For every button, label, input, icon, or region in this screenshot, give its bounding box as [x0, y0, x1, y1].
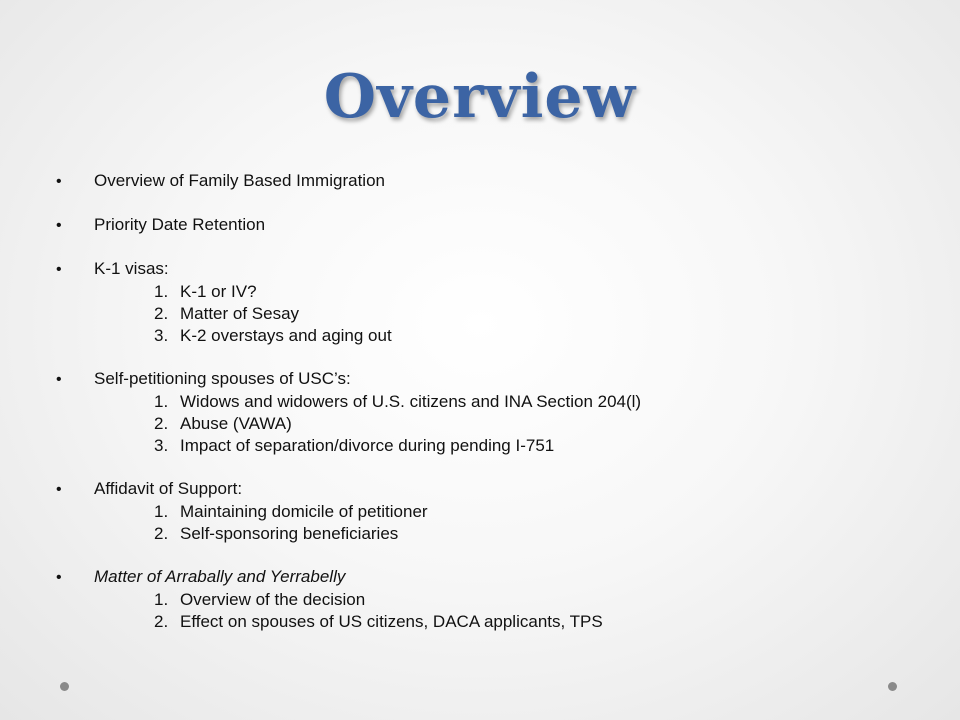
sub-item: [154, 303, 916, 325]
sub-item-number: 1.: [154, 502, 169, 521]
bullet-section-family-immigration: [56, 170, 916, 193]
bullet-list: [56, 170, 916, 654]
sub-item-number: 2.: [154, 524, 169, 543]
sub-item-number: 2.: [154, 414, 169, 433]
sub-item: [154, 523, 916, 545]
sub-item: [154, 281, 916, 303]
bullet-text: Affidavit of Support:: [94, 479, 243, 498]
sub-item: [154, 413, 916, 435]
sub-item-number: 1.: [154, 590, 169, 609]
bullet-icon: •: [56, 261, 62, 278]
sub-list: [56, 501, 916, 545]
sub-item-text: K-2 overstays and aging out: [180, 326, 392, 345]
sub-item-text: Impact of separation/divorce during pending I-751: [180, 436, 555, 455]
bullet-section-k1-visas: [56, 258, 916, 347]
sub-item: [154, 325, 916, 347]
decorative-dot-right-icon: [888, 682, 897, 691]
sub-item-text: Abuse (VAWA): [180, 414, 292, 433]
sub-item: [154, 589, 916, 611]
sub-item-text: Matter of Sesay: [180, 304, 300, 323]
sub-item-text: Effect on spouses of US citizens, DACA applicants, TPS: [180, 612, 603, 631]
bullet-icon: •: [56, 481, 62, 498]
bullet-text: Self-petitioning spouses of USC’s:: [94, 369, 351, 388]
slide-title: Overview: [323, 62, 637, 132]
bullet-section-self-petitioning: [56, 368, 916, 457]
sub-item-text: Self-sponsoring beneficiaries: [180, 524, 399, 543]
sub-item-text: Maintaining domicile of petitioner: [180, 502, 428, 521]
bullet-text: K-1 visas:: [94, 259, 169, 278]
sub-item-text: K-1 or IV?: [180, 282, 257, 301]
bullet-text: Overview of Family Based Immigration: [94, 171, 385, 190]
sub-list: [56, 589, 916, 633]
bullet-section-affidavit: [56, 478, 916, 545]
sub-item-number: 1.: [154, 392, 169, 411]
sub-item-number: 3.: [154, 326, 169, 345]
sub-list: [56, 281, 916, 347]
sub-item-number: 1.: [154, 282, 169, 301]
sub-item-number: 2.: [154, 612, 169, 631]
sub-item-text: Widows and widowers of U.S. citizens and INA Section 204(l): [180, 392, 642, 411]
sub-item: [154, 435, 916, 457]
sub-item-number: 2.: [154, 304, 169, 323]
sub-item-text: Overview of the decision: [180, 590, 366, 609]
sub-list: [56, 391, 916, 457]
bullet-section-priority-date: [56, 214, 916, 237]
bullet-icon: •: [56, 569, 62, 586]
bullet-text: Priority Date Retention: [94, 215, 266, 234]
bullet-section-arrabally: [56, 566, 916, 633]
sub-item: [154, 391, 916, 413]
bullet-icon: •: [56, 217, 62, 234]
sub-item-number: 3.: [154, 436, 169, 455]
sub-item: [154, 611, 916, 633]
bullet-icon: •: [56, 173, 62, 190]
sub-item: [154, 501, 916, 523]
bullet-icon: •: [56, 371, 62, 388]
decorative-dot-left-icon: [60, 682, 69, 691]
bullet-text: Matter of Arrabally and Yerrabelly: [94, 567, 346, 586]
